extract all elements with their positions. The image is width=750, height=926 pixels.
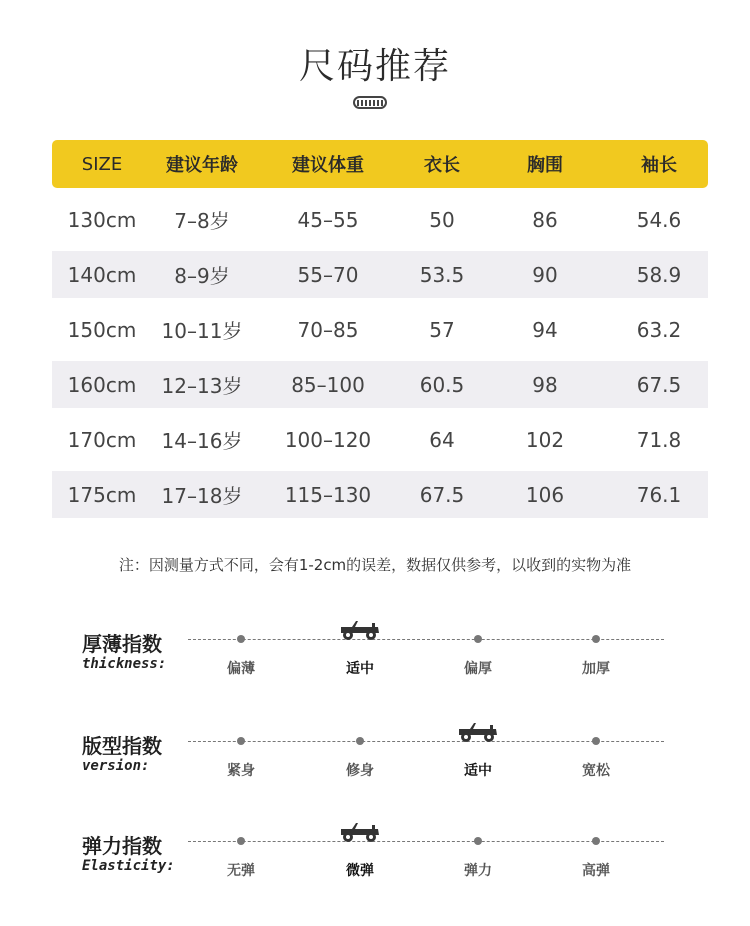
table-cell: 8–9岁 xyxy=(174,264,230,288)
header-cell: 衣长 xyxy=(424,155,460,176)
rating-option: 微弹 xyxy=(346,863,374,879)
table-cell: 98 xyxy=(532,372,558,397)
table-cell: 94 xyxy=(532,317,558,342)
rating-option: 紧身 xyxy=(227,763,255,779)
table-cell: 53.5 xyxy=(419,262,465,287)
table-cell: 106 xyxy=(525,482,565,507)
jeep-grille-icon xyxy=(353,96,387,109)
table-cell: 85–100 xyxy=(291,372,365,397)
rating-point xyxy=(237,737,245,745)
table-cell: 140cm xyxy=(67,262,137,287)
table-cell: 86 xyxy=(532,207,558,232)
rating-point xyxy=(237,837,245,845)
table-cell: 7–8岁 xyxy=(174,209,230,233)
table-row xyxy=(52,471,708,518)
rating-option: 修身 xyxy=(346,763,374,779)
measurement-note: 注：因测量方式不同，会有1-2cm的误差，数据仅供参考，以收到的实物为准 xyxy=(118,556,632,574)
rating-point xyxy=(592,635,600,643)
header-cell: 袖长 xyxy=(641,155,677,176)
table-cell: 57 xyxy=(429,317,455,342)
rating-version xyxy=(80,730,680,790)
table-cell: 100–120 xyxy=(284,427,372,452)
table-cell: 50 xyxy=(429,207,455,232)
rating-option: 弹力 xyxy=(464,863,492,879)
rating-option: 偏薄 xyxy=(227,661,255,677)
table-cell: 70–85 xyxy=(297,317,359,342)
header-cell: 建议年龄 xyxy=(166,155,238,176)
rating-label-en: version: xyxy=(82,758,150,774)
table-body xyxy=(52,196,708,518)
rating-label: 厚薄指数 xyxy=(82,632,162,656)
rating-point xyxy=(474,837,482,845)
rating-thickness xyxy=(80,628,680,688)
table-cell: 55–70 xyxy=(297,262,359,287)
rating-point xyxy=(474,635,482,643)
rating-label: 版型指数 xyxy=(82,734,162,758)
rating-label-en: Elasticity: xyxy=(82,858,175,874)
rating-elasticity xyxy=(80,830,680,890)
rating-point xyxy=(356,737,364,745)
table-cell: 175cm xyxy=(67,482,137,507)
rating-option: 无弹 xyxy=(227,863,255,879)
table-cell: 160cm xyxy=(67,372,137,397)
table-row xyxy=(52,251,708,298)
table-cell: 45–55 xyxy=(297,207,359,232)
table-header xyxy=(52,140,708,188)
table-row xyxy=(52,196,708,243)
table-cell: 17–18岁 xyxy=(161,484,243,508)
table-cell: 130cm xyxy=(67,207,137,232)
table-cell: 54.6 xyxy=(636,207,682,232)
table-cell: 10–11岁 xyxy=(161,319,243,343)
table-cell: 60.5 xyxy=(419,372,465,397)
rating-point xyxy=(592,737,600,745)
header-cell: 建议体重 xyxy=(292,155,364,176)
rating-label: 弹力指数 xyxy=(82,834,162,858)
table-cell: 170cm xyxy=(67,427,137,452)
header-cell: 胸围 xyxy=(527,155,563,176)
table-cell: 67.5 xyxy=(636,372,682,397)
table-cell: 90 xyxy=(532,262,558,287)
table-cell: 64 xyxy=(429,427,455,452)
rating-option: 偏厚 xyxy=(464,661,492,677)
table-cell: 71.8 xyxy=(636,427,682,452)
size-table xyxy=(52,140,708,518)
table-cell: 14–16岁 xyxy=(161,429,243,453)
jeep-icon xyxy=(456,721,500,743)
table-cell: 12–13岁 xyxy=(161,374,243,398)
rating-option: 高弹 xyxy=(582,863,610,879)
header-cell: SIZE xyxy=(81,153,123,175)
table-row xyxy=(52,306,708,353)
table-cell: 150cm xyxy=(67,317,137,342)
rating-option: 宽松 xyxy=(582,763,610,779)
table-cell: 115–130 xyxy=(284,482,372,507)
rating-point xyxy=(592,837,600,845)
rating-option: 加厚 xyxy=(582,661,610,677)
table-cell: 102 xyxy=(525,427,565,452)
table-row xyxy=(52,361,708,408)
rating-label-en: thickness: xyxy=(82,656,167,672)
jeep-icon xyxy=(338,619,382,641)
rating-point xyxy=(237,635,245,643)
table-cell: 67.5 xyxy=(419,482,465,507)
jeep-icon xyxy=(338,821,382,843)
table-cell: 76.1 xyxy=(636,482,682,507)
table-cell: 58.9 xyxy=(636,262,682,287)
rating-option: 适中 xyxy=(464,763,492,779)
rating-option: 适中 xyxy=(346,661,374,677)
table-cell: 63.2 xyxy=(636,317,682,342)
page-title: 尺码推荐 xyxy=(298,46,451,87)
table-row xyxy=(52,416,708,463)
